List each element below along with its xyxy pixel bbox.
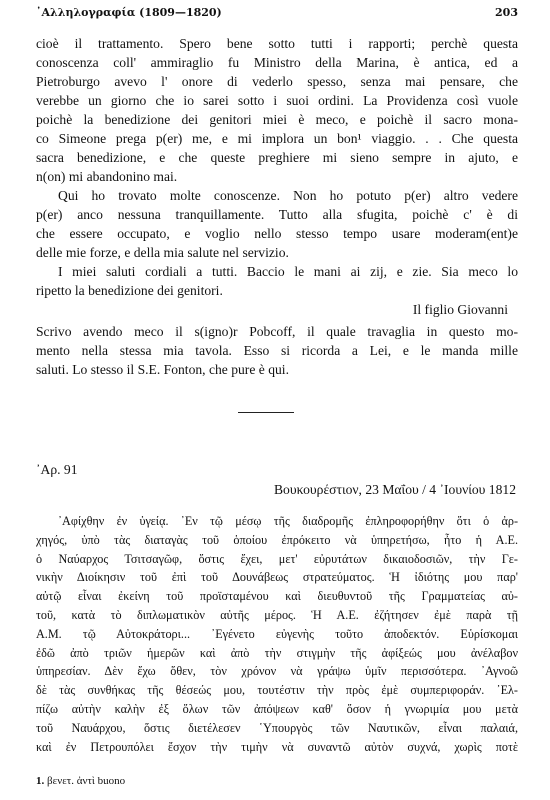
text-line: ᾿Αφίχθην ἐν ὑγείᾳ. ᾿Εν τῷ μέσῳ τῆς διαδρομῆς ἐπληροφορήθην ὅτι ὁ ἀρ- <box>58 514 518 528</box>
letter-date: Βουκουρέστιον, 23 Μαΐου / 4 ᾿Ιουνίου 1812 <box>273 482 516 497</box>
text-line: Pietroburgo avevo l' onore di vederlo spesso, senza mai pensare, che <box>36 74 518 89</box>
text-line: ὁ Ναύαρχος Τσιτσαγῶφ, ὅστις ἔχει, μετ' εὐρυτάτων δικαιοδοσιῶν, τὴν Γε- <box>36 551 518 566</box>
text-line: che essere occupato, e voglio nello stesso tempo usare moderam(ent)e <box>36 226 518 241</box>
text-line: δὲ τὰς συνθήκας τῆς θέσεώς μου, τουτέστιν τὴν πρὸς ἐμὲ συμπεριφοράν. ᾿Ελ- <box>36 683 518 698</box>
text-line: νικὴν Διοίκησιν τοῦ ἐπὶ τοῦ Δουνάβεως στρατεύματος. Ἡ ἰδιότης μου παρ' <box>36 570 518 585</box>
text-line: poichè la benedizione dei genitori miei è meco, e poichè il sacro mona- <box>36 112 518 127</box>
text-line: καὶ ἐν Πετρουπόλει ἔσχον τὴν τιμὴν νὰ συναντῶ αὐτὸν συχνά, χωρὶς ποτὲ <box>36 739 518 754</box>
italian-letter <box>36 34 518 319</box>
text-line: conoscenza coll' ammiraglio fu Ministro della Marina, è antica, ed a <box>36 55 518 70</box>
footnote-text: βενετ. ἀντὶ buono <box>47 775 126 787</box>
text-line: I miei saluti cordiali a tutti. Baccio le mani ai zij, e zie. Sia meco lo <box>58 264 518 279</box>
footnote <box>36 775 125 787</box>
text-line: Qui ho trovato molte conoscenze. Non ho potuto p(er) altro vedere <box>58 188 518 203</box>
text-line: πίζω αὐτὴν καλὴν ἐξ ὅλων τῶν ἀπόψεων καθ' ὅσον ἡ γνωριμία μου μετὰ <box>36 701 518 716</box>
text-line: τοῦ Ναυάρχου, ὅστις διετέλεσεν ῾Υπουργὸς τῶν Ναυτικῶν, εἶναι παλαιά, <box>36 720 518 735</box>
letter-number: ᾿Αρ. 91 <box>36 462 78 477</box>
running-title: ᾿Αλληλογραφία (1809—1820) <box>36 6 222 19</box>
text-line: τοῦ, κατὰ τὸ διπλωματικὸν αὐτῆς μέρος. Ἡ Α.Ε. ἐζήτησεν ἐμὲ παρὰ τῇ <box>36 607 518 622</box>
text-line: cioè il trattamento. Spero bene sotto tutti i rapporti; perchè questa <box>36 36 518 51</box>
page-number: 203 <box>495 6 518 19</box>
text-line: n(on) mi abandonino mai. <box>36 169 178 184</box>
text-line: Α.Μ. τῷ Αὐτοκράτορι... ᾿Εγένετο εὐγενὴς τοῦτο ἀποδεκτόν. Εὑρίσκομαι <box>36 626 518 641</box>
text-line: χηγός, ὑπὸ τὰς διαταγὰς τοῦ ὁποίου ἐπρόκειτο νὰ ὑπηρετήσω, ἦτο ἡ Α.Ε. <box>36 532 518 547</box>
running-header <box>36 6 518 22</box>
signature: Il figlio Giovanni <box>412 302 508 317</box>
postscript <box>36 322 518 379</box>
footnote-number: 1. <box>36 775 45 787</box>
text-line: ripetto la benedizione dei genitori. <box>36 283 223 298</box>
text-line: co Simeone prega p(er) me, e mi implora un bon¹ viaggio. . . Che questa <box>36 131 518 146</box>
greek-letter <box>36 512 518 756</box>
text-line: ὑπηρεσίαν. Δὲν ἔχω ὅθεν, τὸν χρόνον νὰ γράψω ὑμῖν περισσότερα. ᾿Αγνοῶ <box>36 664 518 679</box>
section-divider <box>238 412 294 413</box>
text-line: saluti. Lo stesso il S.E. Fonton, che pure è qui. <box>36 362 289 377</box>
text-line: delle mie forze, e della mia salute nel servizio. <box>36 245 289 260</box>
text-line: mento nella stessa mia tavola. Esso si ricorda a Lei, e le manda mille <box>36 343 518 358</box>
text-line: ἐδῶ ἀπὸ τριῶν ἡμερῶν καὶ ἀπὸ τὴν στιγμὴν τῆς ἀφίξεώς μου ἀνέλαβον <box>36 645 518 660</box>
text-line: αὐτῷ εἶναι ἐκείνη τοῦ προϊσταμένου καὶ διευθυντοῦ τῆς Γραμματείας αὐ- <box>36 589 518 604</box>
text-line: p(er) anco nessuna tranquillamente. Tutto alla sfugita, poichè c' è di <box>36 207 518 222</box>
text-line: sacra benedizione, e che queste preghiere mi sieno sempre in ajuto, e <box>36 150 518 165</box>
text-line: verebbe un giorno che io sarei sotto i suoi ordini. La Providenza così vuole <box>36 93 518 108</box>
text-line: Scrivo avendo meco il s(igno)r Pobcoff, il quale travaglia in questo mo- <box>36 324 518 339</box>
